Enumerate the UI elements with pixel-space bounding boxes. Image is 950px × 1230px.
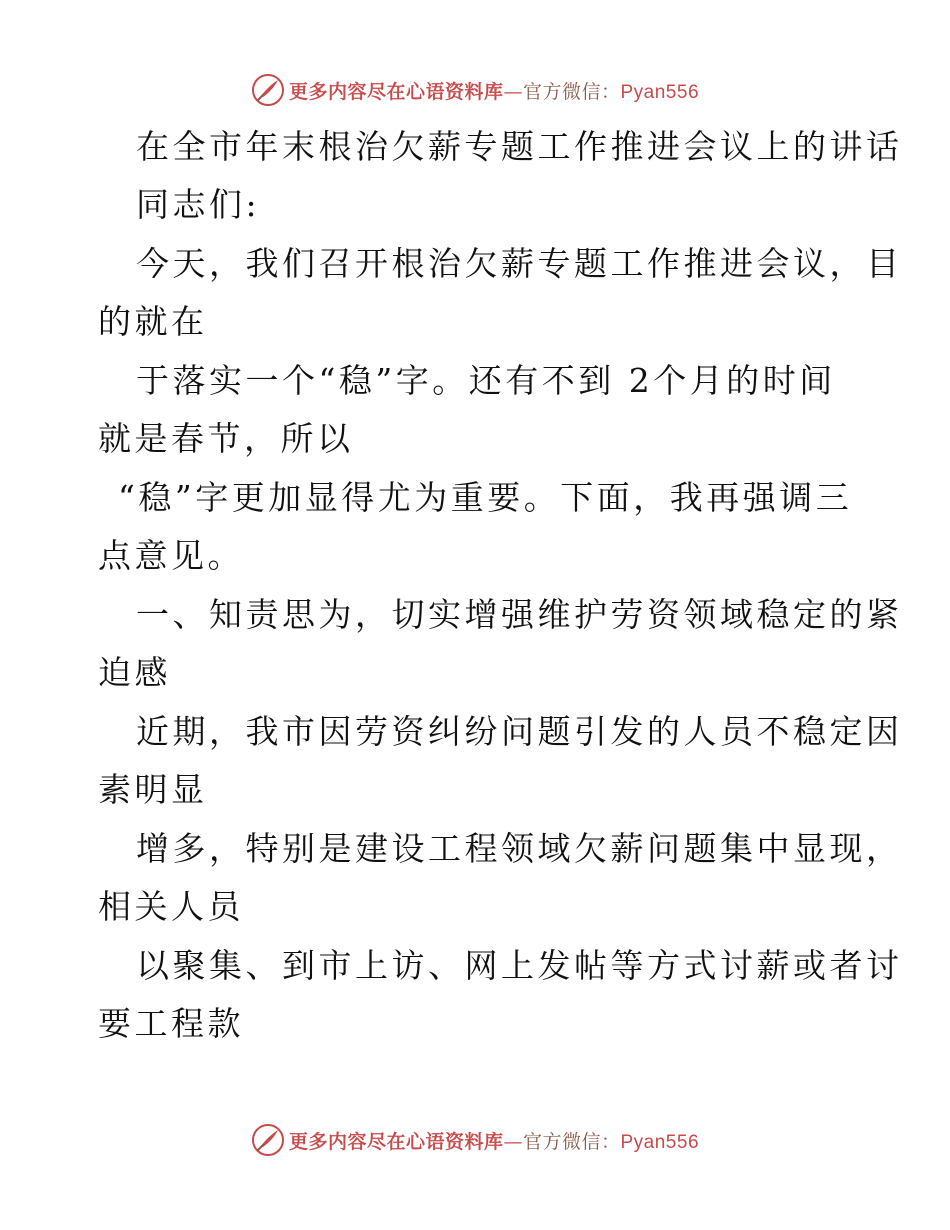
watermark-main: 更多内容尽在心语资料库 — [288, 80, 504, 103]
body-line: 以聚集、到市上访、网上发帖等方式讨薪或者讨 — [136, 946, 903, 985]
body-line: 素明显 — [98, 770, 208, 809]
watermark-label: 官方微信： — [522, 1130, 621, 1153]
quill-circle-logo-icon — [251, 1123, 285, 1157]
watermark-text — [289, 77, 699, 104]
watermark-label: 官方微信： — [522, 80, 621, 103]
footer-watermark — [0, 1122, 950, 1158]
quill-circle-logo-icon — [251, 73, 285, 107]
document-title: 在全市年末根治欠薪专题工作推进会议上的讲话 — [136, 127, 903, 166]
body-line: 点意见。 — [98, 536, 244, 575]
body-line: 就是春节，所以 — [98, 419, 354, 458]
body-line: 今天，我们召开根治欠薪专题工作推进会议，目 — [136, 244, 903, 283]
body-line: 要工程款 — [98, 1004, 244, 1043]
watermark-main: 更多内容尽在心语资料库 — [288, 1130, 504, 1153]
body-line: 的就在 — [98, 302, 208, 341]
body-line: 迫感 — [98, 653, 171, 692]
watermark-id: Pyan556 — [620, 1131, 700, 1153]
header-watermark — [0, 72, 950, 108]
body-line: 近期，我市因劳资纠纷问题引发的人员不稳定因 — [136, 712, 903, 751]
body-line: “稳”字更加显得尤为重要。下面，我再强调三 — [118, 478, 853, 517]
section-heading: 一、知责思为，切实增强维护劳资领域稳定的紧 — [136, 595, 903, 634]
body-line: 相关人员 — [98, 887, 244, 926]
body-line: 增多，特别是建设工程领域欠薪问题集中显现， — [136, 829, 903, 868]
body-line: 于落实一个“稳”字。还有不到 2个月的时间 — [136, 361, 836, 400]
watermark-id: Pyan556 — [620, 81, 700, 103]
watermark-dash: — — [503, 1130, 523, 1153]
watermark-dash: — — [503, 80, 523, 103]
watermark-text — [289, 1127, 699, 1154]
salutation: 同志们: — [136, 185, 261, 224]
